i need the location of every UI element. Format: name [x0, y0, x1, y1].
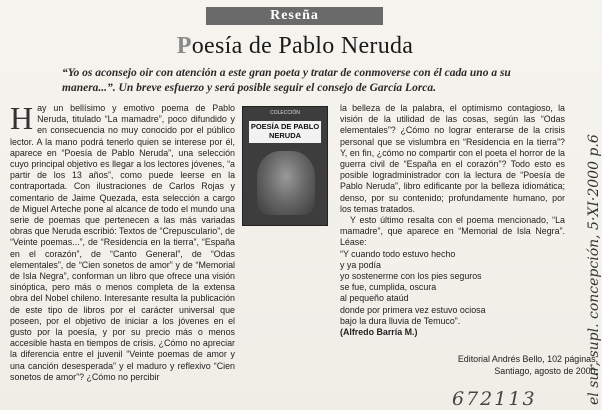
credit-line-2: Santiago, agosto de 2000.	[494, 365, 598, 376]
body-column-1	[10, 100, 235, 383]
handwritten-source-note	[566, 40, 602, 410]
credit-line-1: Editorial Andrés Bello, 102 páginas,	[457, 354, 598, 364]
book-cover-image	[242, 106, 328, 226]
article-author: (Alfredo Barría M.)	[340, 327, 418, 338]
book-series-label: COLECCIÓN	[270, 110, 300, 116]
headline-initial: P	[176, 33, 192, 59]
handwritten-note-text: el sur, supl. concepción, 5·XI·2000 p.6	[586, 134, 602, 405]
archive-number: 672113	[452, 388, 537, 410]
lead-text: “Yo os aconsejo oír con atención a este gran poeta y tratar de conmoverse con él cada uno a su manera...”. Un breve esfuerzo y será posible seguir el consejo de García Lorca.	[62, 67, 511, 94]
section-label: Reseña	[206, 7, 383, 25]
headline-rest: oesía de Pablo Neruda	[191, 33, 414, 59]
article-headline	[0, 33, 590, 60]
poem-verse: “Y cuando todo estuvo hecho y ya podía yo sostenerme con los pies seguros se fue, cumplida, oscura al pequeño ataúd donde por primera vez estuvo ociosa bajo la dura lluvia de Temuco”.	[340, 248, 486, 326]
portrait-illustration	[257, 151, 315, 215]
article-lead	[62, 66, 542, 96]
body-column-3	[340, 103, 565, 338]
drop-cap: H	[10, 100, 34, 136]
book-cover-title: POESÍA DE PABLO NERUDA	[250, 122, 320, 140]
body-text-col1: ay un bellísimo y emotivo poema de Pablo Neruda, titulado “La mamadre”, poco difundido y en consecuencia no muy conocido por el público lector. A la mano podrá tenerlo quien se interese por él, aparece en “Poesía de Pablo Neruda”, una selección cuyo principal objetivo es llegar a los lectores jóvenes, “a partir de los 13 años”, como puede leerse en la contraportada. Con ilustraciones de Carlos Rojas y comentario de Jaime Quezada, esta selección a cargo de Miguel Arteche pone al alcance de todo el mundo una serie de poemas que pertenecen a las más variadas obras que Neruda escribió: Textos de “Crepusculario”, de “Veinte poemas...”, de “Residencia en la tierra”, “España en el corazón”, de “Canto General”, de “Odas elementales”, de “Cien sonetos de amor” y de “Memorial de Isla Negra”, conforman un libro que ofrece una visión sinóptica, pero más o menos completa de la extensa obra del Nobel chileno. Interesante resulta la publicación de este tipo de libros por el carácter universal que poseen, por el objetivo de iniciar a los jóvenes en el gusto por la poesía, y por su precio más o menos accesible hasta en tiempos de crisis. ¿Cómo no apreciar la diferencia entre el juvenil “Veinte poemas de amor y una canción desesperada” y el maduro y reflexivo “Cien sonetos de amor”? ¿Cómo no percibir	[10, 103, 235, 382]
body-text-col3-p2: Y esto último resalta con el poema mencionado, “La mamadre”, que aparece en “Memorial de Isla Negra”. Léase:	[340, 215, 565, 248]
publication-credit	[348, 354, 598, 377]
body-text-col3-p1: la belleza de la palabra, el optimismo contagioso, la visión de la utilidad de las cosas, según las “Odas elementales”? ¿Cómo no lograr enterarse de la crisis personal que se vislumbra en “Residencia en la tierra”? Y, en fin, ¿cómo no compartir con el poeta el horror de la guerra civil de “España en el corazón”? Todo esto es posible logradministrador con la lectura de “Poesía de Pablo Neruda”, libro edificante por la belleza idiomática; denso, por su contenido; profundamente humano, por los temas tratados.	[340, 103, 565, 214]
